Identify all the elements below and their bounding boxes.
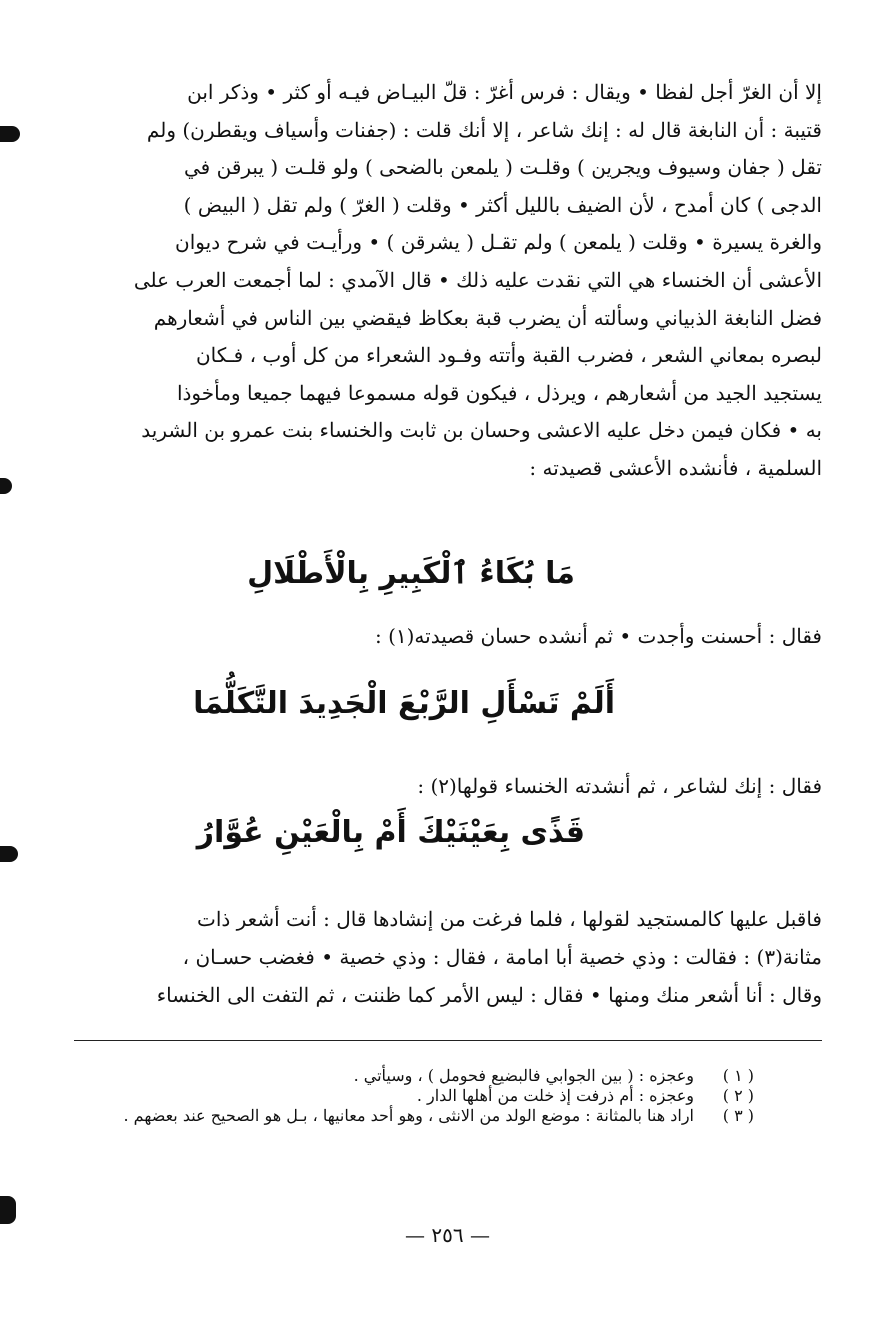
verse-line: قَذًى بِعَيْنَيْكَ أَمْ بِالْعَيْنِ عُوَّارُ xyxy=(196,815,585,850)
text-line: السلمية ، فأنشده الأعشى قصيدته : xyxy=(529,455,822,480)
text-line: إلا أن الغرّ أجل لفظا • ويقال : فرس أغرّ : قلّ البيـاض فيـه أو كثر • وذكر ابن xyxy=(187,80,822,104)
footnote-text: وعجزه : أم ذرفت إذ خلت من أهلها الدار . xyxy=(416,1086,694,1105)
text-line: وقال : أنا أشعر منك ومنها • فقال : ليس الأمر كما ظننت ، ثم التفت الى الخنساء xyxy=(156,983,822,1007)
text-line: والغرة يسيرة • وقلت ( يلمعن ) ولم تقـل ( يشرقن ) • ورأيـت في شرح ديوان xyxy=(175,230,822,255)
footnote-number: ( ٣ ) xyxy=(722,1106,754,1125)
footnote xyxy=(74,1106,754,1126)
footnote xyxy=(74,1066,754,1086)
text-line: الدجى ) كان أمدح ، لأن الضيف بالليل أكثر • وقلت ( الغرّ ) ولم تقل ( البيض ) xyxy=(183,192,822,217)
margin-mark xyxy=(0,1196,16,1224)
footnote-divider xyxy=(74,1040,822,1041)
text-line: فقال : إنك لشاعر ، ثم أنشدته الخنساء قولها(٢) : xyxy=(417,774,822,798)
footnote-text: اراد هنا بالمثانة : موضع الولد من الانثى ، وهو أحد معانيها ، بـل هو الصحيح عند بعضهم . xyxy=(123,1106,694,1125)
text-line: به • فكان فيمن دخل عليه الاعشى وحسان بن ثابت والخنساء بنت عمرو بن الشريد xyxy=(141,418,822,443)
footnote-number: ( ٢ ) xyxy=(722,1086,754,1105)
text-line: فقال : أحسنت وأجدت • ثم أنشده حسان قصيدته(١) : xyxy=(374,624,822,648)
footnote-number: ( ١ ) xyxy=(722,1066,754,1085)
margin-mark xyxy=(0,846,18,862)
text-line: تقل ( جفان وسيوف ويجرين ) وقلـت ( يلمعن بالضحى ) ولو قلـت ( يبرقن في xyxy=(184,155,822,180)
text-line: الأعشى أن الخنساء هي التي نقدت عليه ذلك • قال الآمدي : لما أجمعت العرب على xyxy=(133,267,822,292)
text-line: فاقبل عليها كالمستجيد لقولها ، فلما فرغت من إنشادها قال : أنت أشعر ذات xyxy=(197,907,822,931)
closing-paragraph xyxy=(74,900,822,1014)
footnote xyxy=(74,1086,754,1106)
text-line: يستجيد الجيد من أشعارهم ، ويرذل ، فيكون قوله مسموعا فيهما جميعا ومأخوذا xyxy=(176,380,822,405)
footnotes xyxy=(74,1066,754,1126)
verse-line: مَا بُكَاءُ ٱلْكَبِيرِ بِالْأَطْلَالِ xyxy=(247,556,575,591)
text-line: قتيبة : أن النابغة قال له : إنك شاعر ، إلا أنك قلت : (جفنات وأسياف ويقطرن) ولم xyxy=(146,117,822,142)
text-line: مثانة(٣) : فقالت : وذي خصية أبا امامة ، فقال : وذي خصية • فغضب حسـان ، xyxy=(182,945,822,969)
footnote-text: وعجزه : ( بين الجوابي فالبضيع فحومل ) ، وسيأتي . xyxy=(353,1066,694,1085)
text-line: لبصره بمعاني الشعر ، فضرب القبة وأتته وفـود الشعراء من كل أوب ، فـكان xyxy=(195,343,822,368)
text-line: فضل النابغة الذبياني وسألته أن يضرب قبة بعكاظ فيقضي بين الناس في أشعارهم xyxy=(153,305,822,330)
margin-mark xyxy=(0,126,20,142)
verse-line: أَلَمْ تَسْأَلِ الرَّبْعَ الْجَدِيدَ التَّكَلُّمَا xyxy=(193,686,615,721)
body-paragraph xyxy=(74,74,822,488)
page-number: — ٢٥٦ — xyxy=(405,1223,490,1247)
margin-mark xyxy=(0,478,12,494)
